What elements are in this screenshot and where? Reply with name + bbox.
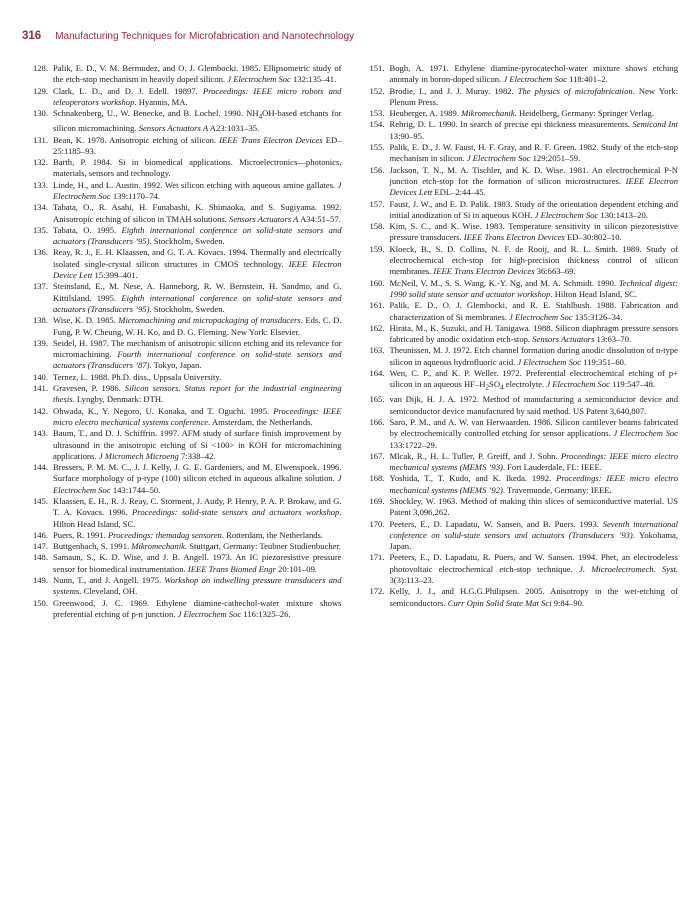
reference-text: Ternez, L. 1988. Ph.D. diss., Uppsala University. xyxy=(53,371,222,382)
reference-number: 171. xyxy=(369,552,385,563)
reference-number: 165. xyxy=(369,394,385,405)
reference-text: Wen, C. P., and K. P. Weller. 1972. Preferential electrochemical etching of p+ silicon in an aqueous $HF-H_2SO_4$ electrolyte. J Electrochem Soc 119:547–48. xyxy=(389,368,678,393)
reference-number: 128. xyxy=(32,63,48,73)
reference-entry xyxy=(359,221,679,244)
reference-text: Palik, E. D., O. J. Glembocki, and R. E. Stahlbush. 1988. Fabrication and characterization of Si membranes. J Electrochem Soc 135:3126–34. xyxy=(389,300,678,322)
reference-entry xyxy=(359,519,679,553)
reference-columns xyxy=(22,63,678,893)
reference-number: 136. xyxy=(32,247,48,258)
reference-number: 159. xyxy=(369,243,385,254)
reference-text: Clark, L. D., and D. J. Edell. 19897. Proceedings: IEEE micro robots and teleoperators workshop. Hyannis, MA. xyxy=(53,85,342,107)
reference-number: 141. xyxy=(32,383,48,394)
reference-text: Hirata, M., K. Suzuki, and H. Tanigawa. 1988. Silicon diaphragm pressure sensors fabricated by anodic oxidation etch-stop. Sensors Actuators 13:63–70. xyxy=(389,322,678,345)
reference-entry xyxy=(22,157,342,180)
reference-entry xyxy=(359,63,679,86)
reference-column-right xyxy=(359,63,679,893)
reference-text: Seidel, H. 1987. The mechanism of anisotropic silicon etching and its relevance for micromachining. Fourth international conference on solid-state sensors and actuators (Transducers ’87). Tokyo, Japan. xyxy=(53,337,342,371)
reference-entry xyxy=(359,323,679,346)
reference-text: Bean, K. 1978. Anisotropic etching of silicon. IEEE Trans Electron Devices ED–25:1185–93. xyxy=(53,134,342,156)
reference-number: 172. xyxy=(369,586,385,597)
reference-number: 163. xyxy=(369,345,385,356)
reference-text: Schnakenberg, U., W. Benecke, and B. Lochel. 1990. $NH_4OH$-based etchants for silicon micromachining. Sensors Actuators A A23:1031–35. xyxy=(53,108,342,134)
reference-entry xyxy=(359,278,679,301)
reference-number: 152. xyxy=(369,85,385,96)
reference-text: Saro, P. M., and A. W. van Herwaarden. 1986. Silicon cantilever beams fabricated by electrochemically controlled etching for sensor applications. J Electrochem Soc 133:1722–29. xyxy=(389,416,678,450)
reference-text: Yoshida, T., T. Kudo, and K. Ikeda. 1992. Proceedings: IEEE micro electro mechanical systems (MEMS ’92). Travemunde, Germany: IEEE. xyxy=(389,473,678,495)
reference-entry xyxy=(22,575,342,598)
reference-number: 135. xyxy=(32,224,48,235)
reference-entry xyxy=(22,108,342,134)
reference-text: Samaun, S., K. D. Wise, and J. B. Angell. 1973. An IC piezoresistive pressure sensor for biomedical instrumentation. IEEE Trans Biomed Engr 20:101–09. xyxy=(53,552,342,574)
reference-text: Ohwada, K., Y. Negoro, U. Konaka, and T. Oguchi. 1995. Proceedings: IEEE micro electro mechanical systems conference. Amsterdam, the Netherlands. xyxy=(53,405,342,427)
reference-entry xyxy=(22,496,342,530)
reference-text: Palik, E. D., V. M. Bermudez, and O. J. Glembocki. 1985. Ellipsometric study of the etch-stop mechanism in heavily doped silicon. J Electrochem Soc 132:135–41. xyxy=(53,63,342,85)
reference-entry xyxy=(359,244,679,278)
reference-entry xyxy=(22,383,342,406)
reference-entry xyxy=(22,406,342,429)
reference-number: 151. xyxy=(369,63,385,73)
reference-text: van Dijk, H. J. A. 1972. Method of manufacturing a semiconductor device and semiconductor device manufactured by said method. US Patent 3,640,807. xyxy=(389,394,678,416)
reference-entry xyxy=(22,598,342,621)
reference-entry xyxy=(22,541,342,552)
reference-number: 139. xyxy=(32,337,48,348)
reference-text: Faust, J. W., and E. D. Palik. 1983. Study of the orientation dependent etching and initial anodization of Si in aqueous KOH. J Electrochem Soc 130:1413–20. xyxy=(389,198,678,220)
reference-entry xyxy=(359,86,679,109)
reference-number: 157. xyxy=(369,198,385,209)
reference-text: Nunn, T., and J. Angell. 1975. Workshop on indwelling pressure transducers and systems. Cleveland, OH. xyxy=(53,575,342,597)
reference-number: 137. xyxy=(32,281,48,292)
reference-entry xyxy=(359,142,679,165)
reference-entry xyxy=(22,428,342,462)
reference-entry xyxy=(359,300,679,323)
reference-number: 131. xyxy=(32,134,48,145)
reference-number: 161. xyxy=(369,300,385,311)
reference-entry xyxy=(22,247,342,281)
reference-text: Buttgenbach, S. 1991. Mikromechanik. Stuttgart, Germany: Teubner Studienbucher. xyxy=(53,541,341,552)
reference-entry xyxy=(22,180,342,203)
reference-text: Linde, H., and L. Austin. 1992. Wet silicon etching with aqueous amine gallates. J Electrochem Soc 139:1170–74. xyxy=(53,179,342,201)
reference-text: Greenwood, J. C. 1969. Ethylene diamine-cathechol-water mixture shows preferential etching of p-n junction. J Electrochem Soc 116:1325–26. xyxy=(53,597,342,619)
reference-entry xyxy=(359,119,679,142)
reference-number: 168. xyxy=(369,473,385,484)
reference-number: 132. xyxy=(32,157,48,168)
reference-text: Bogh, A. 1971. Ethylene diamine-pyrocatechol-water mixture shows etching anomaly in boron-doped silicon. J Electrochem Soc 118:401–2. xyxy=(389,63,678,85)
reference-number: 166. xyxy=(369,416,385,427)
reference-text: Heuberger, A. 1989. Mikromechanik. Heidelberg, Germany: Springer Verlag. xyxy=(389,108,654,119)
reference-text: Kim, S. C., and K. Wise. 1983. Temperature sensitivity in silicon piezoresistive pressure transducers. IEEE Trans Electron Devices ED–30:802–10. xyxy=(389,221,678,243)
running-title: Manufacturing Techniques for Microfabrication and Nanotechnology xyxy=(55,31,355,42)
page-header xyxy=(22,30,682,46)
reference-number: 148. xyxy=(32,552,48,563)
reference-entry xyxy=(359,345,679,368)
reference-text: Mlcak, R., H. L. Tuller, P. Greiff, and J. Sohn. Proceedings: IEEE micro electro mechanical systems (MEMS ’93). Fort Lauderdale, FL: IEEE. xyxy=(389,450,678,473)
reference-entry xyxy=(22,225,342,248)
reference-text: Rehrig, D. L. 1990. In search of precise epi thickness measurements. Semicond Int 13:90–95. xyxy=(389,119,678,141)
reference-column-left xyxy=(22,63,342,893)
reference-entry xyxy=(22,86,342,109)
reference-entry xyxy=(22,135,342,158)
reference-number: 146. xyxy=(32,529,48,540)
reference-text: Klaassen, E. H., R. J. Reay, C. Storment, J. Audy, P. Henry, P. A. P. Brokaw, and G. T. A. Kovacs. 1996. Proceedings: solid-state sensors and actuators workshop. Hilton Head Island, SC. xyxy=(53,496,342,529)
reference-entry xyxy=(22,281,342,315)
reference-text: Tabata, O. 1995. Eighth international conference on solid-state sensors and actuators (Transducers ’95). Stockholm, Sweden. xyxy=(53,224,342,247)
reference-text: Bressers, P. M. M. C., J. J. Kelly, J. G. E. Gardeniers, and M. Elwenspoek. 1996. Surface morphology of p-type (100) silicon etched in aqueous alkaline solution. J Electrochem Soc 143:1744–50. xyxy=(53,462,342,495)
reference-entry xyxy=(359,417,679,451)
reference-entry xyxy=(359,165,679,199)
reference-number: 155. xyxy=(369,142,385,153)
reference-number: 158. xyxy=(369,221,385,232)
reference-number: 129. xyxy=(32,85,48,96)
reference-number: 156. xyxy=(369,164,385,175)
reference-entry xyxy=(359,473,679,496)
reference-number: 154. xyxy=(369,119,385,130)
reference-text: Tabata, O., R. Asahi, H. Funabashi, K. Shimaoka, and S. Sugiyama. 1992. Anisotropic etching of silicon in TMAH solutions. Sensors Actuators A A34:51–57. xyxy=(53,202,342,224)
reference-number: 162. xyxy=(369,322,385,333)
reference-text: Jackson, T. N., M. A. Tischler, and K. D. Wise. 1981. An electrochemical P-N junction etch-stop for the formation of silicon microstructures. IEEE Electron Devices Lett EDL–2:44–45. xyxy=(389,164,678,198)
reference-text: Steinsland, E., M. Nese, A. Hanneborg, R. W. Bernstein, H. Sandmo, and G. Kittilsland. 1995. Eighth international conference on solid-state sensors and actuators (Transducers ’95). Stockholm, Sweden. xyxy=(53,281,342,314)
reference-number: 160. xyxy=(369,277,385,288)
reference-entry xyxy=(359,108,679,119)
reference-number: 133. xyxy=(32,179,48,190)
reference-text: Brodie, I., and J. J. Muray. 1982. The physics of microfabrication. New York: Plenum Press. xyxy=(389,85,679,107)
reference-number: 147. xyxy=(32,541,48,552)
reference-number: 142. xyxy=(32,405,48,416)
reference-text: Palik, E. D., J. W. Faust, H. F. Gray, and R. F. Green. 1982. Study of the etch-stop mechanism in silicon. J Electrochem Soc 129:2051–59. xyxy=(389,142,678,164)
reference-number: 134. xyxy=(32,202,48,213)
reference-entry xyxy=(359,199,679,222)
reference-text: Theunissen, M. J. 1972. Etch channel formation during anodic dissolution of n-type silicon in aqueous hydrofluoric acid. J Electrochem Soc 119:351–60. xyxy=(389,345,678,367)
reference-entry xyxy=(22,202,342,225)
reference-entry xyxy=(22,552,342,575)
reference-number: 130. xyxy=(32,108,48,119)
reference-entry xyxy=(22,338,342,372)
reference-number: 169. xyxy=(369,496,385,506)
reference-text: Peeters, E., D. Lapadatu, R. Puers, and W. Sansen. 1994. Phet, an electrodeless photovoltaic electrochemical etch-stop technique. J. Microelectromech. Syst. 3(3):113–23. xyxy=(389,552,678,586)
reference-number: 167. xyxy=(369,450,385,461)
reference-text: McNeil, V. M., S. S. Wang, K.-Y. Ng, and M. A. Schmidt. 1990. Technical digest: 1990 solid state sensor and actuator workshop. Hilton Head Island, SC. xyxy=(389,277,678,299)
reference-number: 164. xyxy=(369,368,385,379)
reference-entry xyxy=(359,368,679,394)
reference-text: Peeters, E., D. Lapadatu, W. Sansen, and B. Puers. 1993. Seventh international conference on solid-state sensors and actuators (Transducers ’93). Yokohama, Japan. xyxy=(389,518,679,552)
reference-text: Reay, R. J., E. H. Klaassen, and G. T. A. Kovacs. 1994. Thermally and electrically isolated single-crystal silicon structures in CMOS technology. IEEE Electron Device Lett 15:399–401. xyxy=(53,247,342,281)
reference-number: 138. xyxy=(32,315,48,326)
reference-entry xyxy=(22,462,342,496)
page-number: 316 xyxy=(22,30,42,42)
reference-text: Baum, T., and D. J. Schiffrin. 1997. AFM study of surface finish improvement by ultrasound in the anisotropic etching of Si <100> in KOH for micromachining applications. J Micromech Microeng 7:338–42. xyxy=(53,428,342,461)
reference-entry xyxy=(22,530,342,541)
reference-number: 149. xyxy=(32,575,48,586)
reference-number: 153. xyxy=(369,108,385,119)
reference-text: Shockley, W. 1963. Method of making thin slices of semiconductive material. US Patent 3,096,262. xyxy=(389,496,678,518)
reference-number: 150. xyxy=(32,597,48,608)
reference-entry xyxy=(359,552,679,586)
reference-entry xyxy=(359,394,679,417)
reference-text: Puers, R. 1991. Proceedings: themadag sensoren. Rotterdam, the Netherlands. xyxy=(53,529,324,540)
reference-text: Gravesen, P. 1986. Silicon sensors. Status report for the industrial engineering thesis. Lyngby, Denmark: DTH. xyxy=(53,383,342,405)
reference-text: Kelly, J. J., and H.G.G.Philipsen. 2005. Anisotropy in the wet-etching of semiconductors. Curr Opin Solid State Mat Sci 9:84–90. xyxy=(389,586,678,608)
reference-entry xyxy=(359,496,679,519)
reference-text: Kloeck, B., S. D. Collins, N. F. de Rooij, and R. L. Smith. 1989. Study of electrochemical etch-stop for high-precision thickness control of silicon membranes. IEEE Trans Electron Devices 36:663–69. xyxy=(389,243,678,277)
reference-number: 144. xyxy=(32,462,48,473)
reference-text: Barth, P. 1984. Si in biomedical applications. Microelectronics—photonics, materials, sensors and technology. xyxy=(53,157,342,179)
reference-entry xyxy=(22,372,342,383)
reference-entry xyxy=(359,586,679,609)
reference-text: Wise, K. D. 1985. Micromachining and micropackaging of transducers. Eds. C. D. Fung, P. W. Cheung, W. H. Ko, and D. G. Fleming. New York: Elsevier. xyxy=(53,315,342,337)
reference-entry xyxy=(22,63,342,86)
reference-number: 145. xyxy=(32,496,48,506)
reference-number: 170. xyxy=(369,518,385,529)
reference-number: 143. xyxy=(32,428,48,439)
reference-entry xyxy=(359,451,679,474)
reference-number: 140. xyxy=(32,371,48,382)
reference-entry xyxy=(22,315,342,338)
